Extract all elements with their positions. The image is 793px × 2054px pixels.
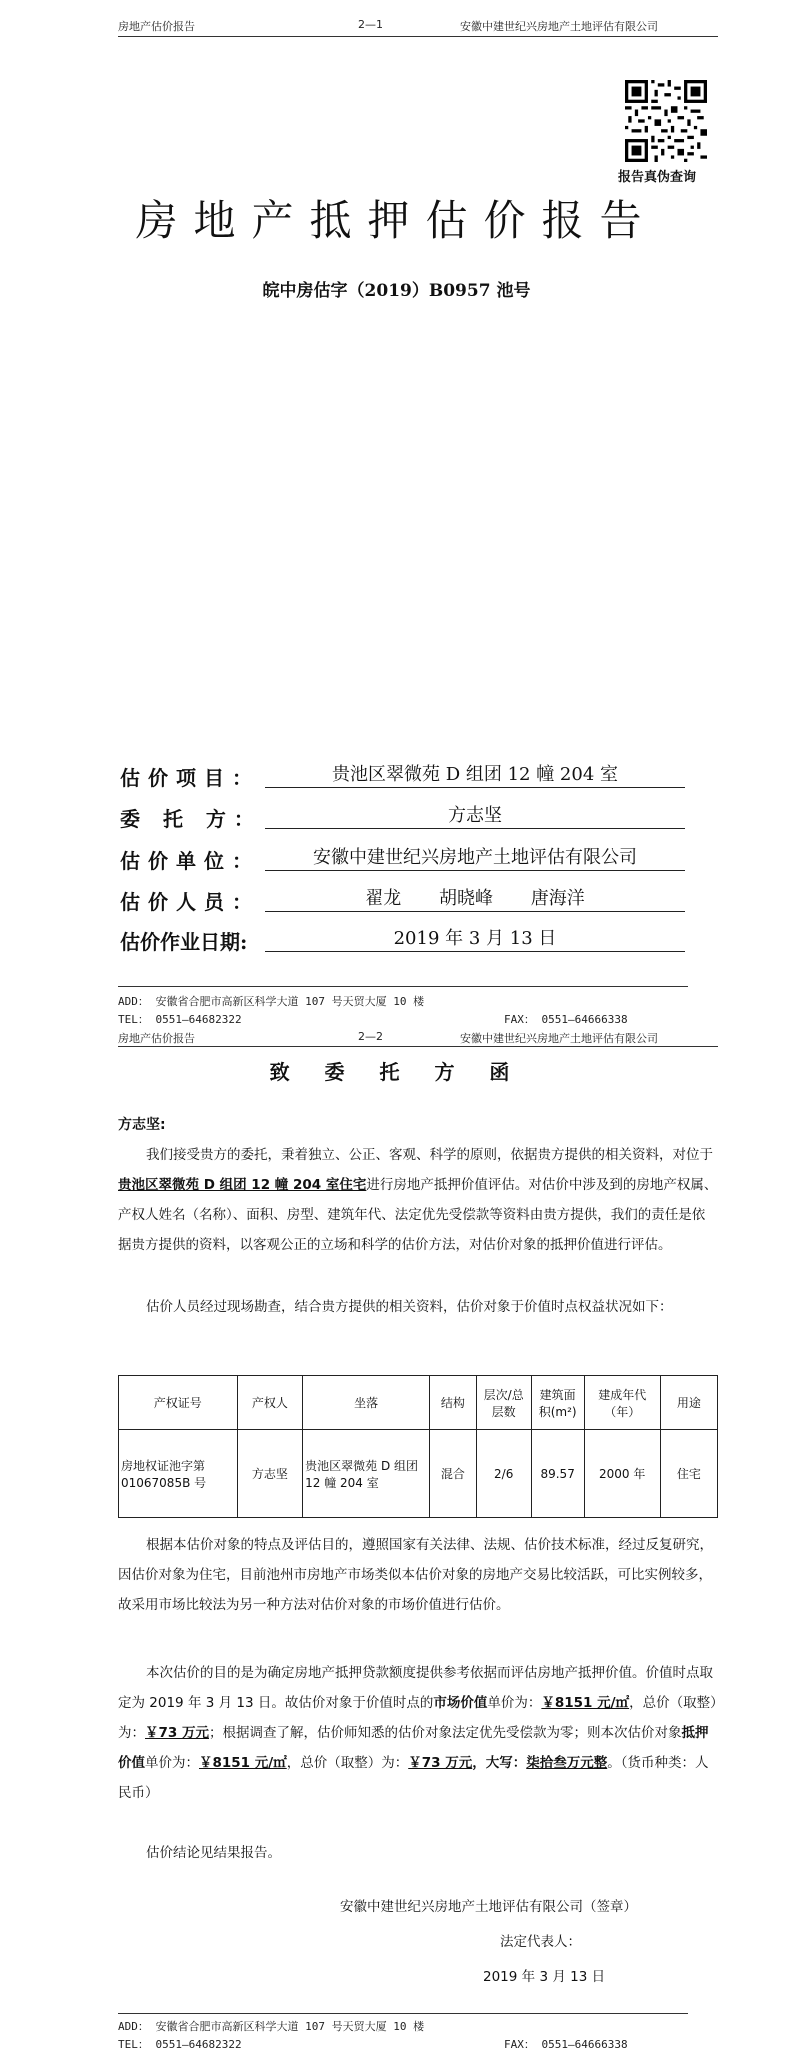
- footer-tel: TEL： 0551—64682322: [118, 1013, 242, 1026]
- market-unit-price: ￥8151 元/㎡: [541, 1695, 630, 1711]
- table-cell: 混合: [430, 1430, 477, 1518]
- table-cell: 方志坚: [237, 1430, 303, 1518]
- footer-address: ADD： 安徽省合肥市高新区科学大道 107 号天贸大厦 10 楼: [118, 995, 425, 1008]
- field-client-value: 方志坚: [265, 805, 685, 829]
- header-page-number: 2—2: [358, 1030, 383, 1043]
- field-unit: [120, 845, 690, 875]
- footer-address: ADD： 安徽省合肥市高新区科学大道 107 号天贸大厦 10 楼: [118, 2020, 425, 2033]
- report-title: 房地产抵押估价报告: [135, 196, 658, 245]
- paragraph-4: 本次估价的目的是为确定房地产抵押贷款额度提供参考依据而评估房地产抵押价值。价值时点取定为 2019 年 3 月 13 日。故估价对象于价值时点的市场价值单价为：￥8151 元/㎡，总价（取整）为：￥73 万元；根据调查了解，估价师知悉的估价对象法定优先受偿款为零；则本次估价对象抵押价值单价为：￥8151 元/㎡，总价（取整）为：￥73 万元，大写：柒拾叁万元整。（货币种类：人民币）: [118, 1665, 717, 1801]
- table-header-cell: 层次/总层数: [476, 1376, 531, 1430]
- property-table: [118, 1375, 718, 1518]
- paragraph-3: 根据本估价对象的特点及评估目的，遵照国家有关法律、法规、估价技术标准，经过反复研究，因估价对象为住宅，目前池州市房地产市场类似本估价对象的房地产交易比较活跃，可比实例较多，故采用市场比较法为另一种方法对估价对象的市场价值进行估价。: [118, 1537, 713, 1613]
- header-page-number: 2—1: [358, 18, 383, 31]
- field-project-value: 贵池区翠微苑 D 组团 12 幢 204 室: [265, 764, 685, 788]
- table-header-cell: 建成年代（年）: [584, 1376, 660, 1430]
- table-header-cell: 产权证号: [119, 1376, 238, 1430]
- field-date-label: 估价作业日期:: [120, 930, 248, 954]
- table-cell: 2000 年: [584, 1430, 660, 1518]
- mortgage-total-price: ￥73 万元: [408, 1755, 473, 1771]
- field-persons-label: 估价人员：: [120, 890, 260, 914]
- footer-fax: FAX： 0551—64666338: [504, 2038, 628, 2051]
- field-persons: [120, 886, 690, 916]
- field-client: [120, 803, 690, 833]
- mortgage-unit-price: ￥8151 元/㎡: [199, 1755, 287, 1771]
- qr-caption: 报告真伪查询: [618, 170, 697, 185]
- signature-representative: 法定代表人：: [500, 1934, 581, 1950]
- field-project: [120, 762, 690, 792]
- qr-code-icon[interactable]: [625, 80, 707, 162]
- header-rule: [118, 36, 718, 37]
- property-address-emphasis: 贵池区翠微苑 D 组团 12 幢 204 室住宅: [118, 1177, 367, 1193]
- mortgage-value-emphasis: 抵押价值: [118, 1725, 709, 1771]
- header-right: 安徽中建世纪兴房地产土地评估有限公司: [460, 1032, 658, 1045]
- header-rule: [118, 1046, 718, 1047]
- field-unit-value: 安徽中建世纪兴房地产土地评估有限公司: [265, 847, 685, 871]
- salutation: 方志坚:: [118, 1117, 166, 1133]
- appraiser-name: 胡晓峰: [439, 888, 493, 909]
- market-total-price: ￥73 万元: [145, 1725, 209, 1741]
- market-value-emphasis: 市场价值: [433, 1695, 488, 1711]
- footer-tel: TEL： 0551—64682322: [118, 2038, 242, 2051]
- amount-in-words: 柒拾叁万元整: [526, 1755, 608, 1771]
- paragraph-1: 我们接受贵方的委托，秉着独立、公正、客观、科学的原则，依据贵方提供的相关资料，对位于贵池区翠微苑 D 组团 12 幢 204 室住宅进行房地产抵押价值评估。对估价中涉及到的房地产权属、产权人姓名（名称）、面积、房型、建筑年代、法定优先受偿款等资料由贵方提供，我们的责任是依据贵方提供的资料，以客观公正的立场和科学的估价方法，对估价对象的抵押价值进行评估。: [118, 1147, 718, 1253]
- header-right: 安徽中建世纪兴房地产土地评估有限公司: [460, 20, 658, 33]
- field-unit-label: 估价单位：: [120, 849, 260, 873]
- header-left: 房地产估价报告: [118, 20, 195, 33]
- table-row: [119, 1430, 718, 1518]
- field-client-label: 委 托 方：: [120, 807, 262, 831]
- footer-rule: [118, 986, 688, 987]
- appraiser-name: 唐海洋: [530, 888, 585, 909]
- paragraph-2: 估价人员经过现场勘查，结合贵方提供的相关资料，估价对象于价值时点权益状况如下：: [146, 1299, 673, 1315]
- table-cell: 住宅: [660, 1430, 717, 1518]
- field-date: [120, 926, 690, 956]
- paragraph-5: 估价结论见结果报告。: [146, 1845, 281, 1861]
- header-left: 房地产估价报告: [118, 1032, 195, 1045]
- table-header-cell: 产权人: [237, 1376, 303, 1430]
- table-header-cell: 用途: [660, 1376, 717, 1430]
- letter-title: 致 委 托 方 函: [269, 1060, 524, 1084]
- table-cell: 贵池区翠微苑 D 组团 12 幢 204 室: [303, 1430, 430, 1518]
- appraiser-name: 翟龙: [365, 888, 402, 909]
- table-cell: 2/6: [476, 1430, 531, 1518]
- field-persons-value: [265, 888, 685, 912]
- field-date-value: 2019 年 3 月 13 日: [265, 928, 685, 952]
- signature-company: 安徽中建世纪兴房地产土地评估有限公司（签章）: [340, 1899, 637, 1915]
- signature-date: 2019 年 3 月 13 日: [483, 1969, 606, 1985]
- footer-fax: FAX： 0551—64666338: [504, 1013, 628, 1026]
- table-header-cell: 建筑面积(m²): [531, 1376, 584, 1430]
- table-cell: 房地权证池字第 01067085B 号: [119, 1430, 238, 1518]
- field-project-label: 估价项目：: [120, 766, 260, 790]
- table-header-cell: 结构: [430, 1376, 477, 1430]
- report-number: 皖中房估字（2019）B0957 池号: [262, 281, 531, 301]
- table-header-row: [119, 1376, 718, 1430]
- footer-rule: [118, 2013, 688, 2014]
- table-header-cell: 坐落: [303, 1376, 430, 1430]
- table-cell: 89.57: [531, 1430, 584, 1518]
